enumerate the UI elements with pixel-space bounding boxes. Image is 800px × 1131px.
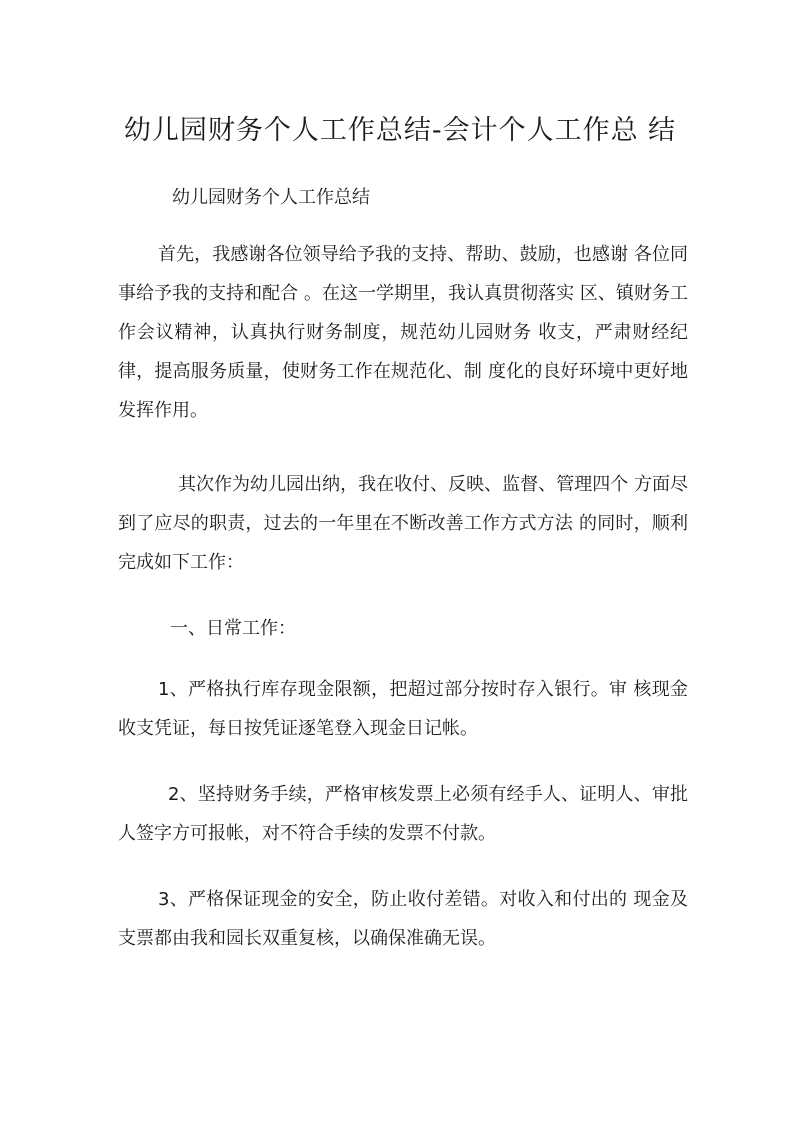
- paragraph-intro: 首先，我感谢各位领导给予我的支持、帮助、鼓励，也感谢 各位同事给予我的支持和配合 。在这一学期里，我认真贯彻落实 区、镇财务工作会议精神，认真执行财务制度，规范幼儿园财务 收支，严肃财经纪律，提高服务质量，使财务工作在规范化、制 度化的良好环境中更好地发挥作用。: [118, 244, 688, 421]
- document-title: 幼儿园财务个人工作总结-会计个人工作总 结: [123, 115, 677, 146]
- list-item: 2、坚持财务手续，严格审核发票上必须有经手人、证明人、审批人签字方可报帐，对不符合手续的发票不付款。: [118, 784, 688, 844]
- list-item: 1、严格执行库存现金限额，把超过部分按时存入银行。审 核现金收支凭证，每日按凭证逐笔登入现金日记帐。: [118, 679, 688, 739]
- list-item: 3、严格保证现金的安全，防止收付差错。对收入和付出的 现金及支票都由我和园长双重复核，以确保准确无误。: [118, 889, 688, 949]
- section-heading-daily-work: 一、日常工作：: [170, 618, 296, 639]
- paragraph-duties: 其次作为幼儿园出纳，我在收付、反映、监督、管理四个 方面尽到了应尽的职责，过去的一年里在不断改善工作方式方法 的同时，顺利完成如下工作：: [118, 474, 688, 573]
- document-subtitle: 幼儿园财务个人工作总结: [172, 187, 370, 208]
